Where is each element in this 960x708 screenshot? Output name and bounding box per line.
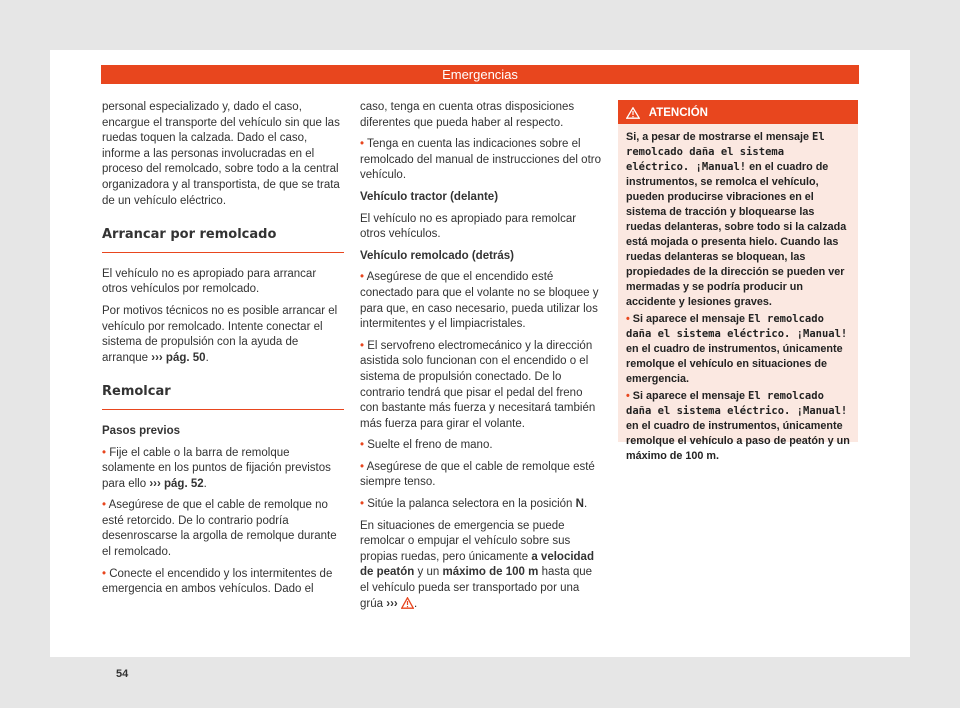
warning-paragraph: Si, a pesar de mostrarse el mensaje El remolcado daña el sistema eléctrico. ¡Manual! en el cuadro de instrumentos, se remolca el vehículo, pueden producirse vibraciones en el sistema de tracción y bloquearse las ruedas delanteras, sobre todo si la calzada está mojada o presenta hielo. Cuando las ruedas delanteras se bloquean, las propiedades de la dirección se pueden ver mermadas y se podría producir un accidente y lesiones graves. (626, 131, 847, 308)
bullet-icon: • (360, 498, 365, 511)
list-item: • Asegúrese de que el cable de remolque esté siempre tenso. (360, 460, 595, 489)
bullet-icon: • (360, 271, 365, 284)
paragraph: El vehículo no es apropiado para arrancar otros vehículos por remolcado. (102, 267, 317, 296)
column-left (102, 100, 344, 604)
warning-icon (626, 107, 640, 119)
section-title: Emergencias (442, 67, 518, 82)
warning-body (618, 124, 858, 472)
display-message: El remolcado daña el sistema eléctrico. ¡Manual! (626, 313, 848, 340)
warning-reference-link[interactable]: ››› (386, 597, 398, 610)
list-item: • Suelte el freno de mano. (360, 439, 493, 452)
page-reference-link[interactable]: ››› pág. 52 (149, 477, 204, 490)
list-item: • Asegúrese de que el encendido esté conectado para que el volante no se bloquee y para que, en caso necesario, pueda utilizar los intermitentes y el limpiacristales. (360, 271, 599, 331)
list-item: • Sitúe la palanca selectora en la posición N. (360, 498, 588, 511)
bullet-icon: • (102, 499, 107, 512)
display-message: El remolcado daña el sistema eléctrico. ¡Manual! (626, 390, 848, 417)
list-item: • Fije el cable o la barra de remolque solamente en los puntos de fijación previstos para ello ››› pág. 52. (102, 446, 331, 490)
paragraph: caso, tenga en cuenta otras disposiciones diferentes que pueda haber al respecto. (360, 101, 575, 129)
page (50, 50, 910, 680)
intro-paragraph: personal especializado y, dado el caso, encargue el transporte del vehículo sin que las ruedas toquen la calzada. Dado el caso, informe a las personas involucradas en el proceso del remolcado, sobre todo a la central organizadora y al transportista, de que se trata de un vehículo eléctrico. (102, 101, 340, 207)
heading-remolcar: Remolcar (102, 380, 344, 410)
list-item: • Asegúrese de que el cable de remolque no esté retorcido. De lo contrario podría desenroscarse la argolla de remolque durante el remolcado. (102, 499, 337, 559)
paragraph: En situaciones de emergencia se puede remolcar o empujar el vehículo sobre sus propias ruedas, pero únicamente a velocidad de peatón y un máximo de 100 m hasta que el vehículo pueda ser transportado por una grúa ››› . (360, 519, 594, 610)
bullet-icon: • (102, 446, 107, 459)
bullet-icon: • (360, 339, 365, 352)
warning-list-item: • Si aparece el mensaje El remolcado daña el sistema eléctrico. ¡Manual! en el cuadro de instrumentos, únicamente remolque el vehículo a paso de peatón y un máximo de 100 m. (626, 390, 850, 462)
list-item: • Tenga en cuenta las indicaciones sobre el remolcado del manual de instrucciones del otro vehículo. (360, 138, 601, 182)
warning-box (618, 100, 858, 462)
list-item: • Conecte el encendido y los intermitentes de emergencia en ambos vehículos. Dado el (102, 567, 333, 596)
display-message: El remolcado daña el sistema eléctrico. ¡Manual! (626, 131, 825, 173)
page-number: 54 (116, 668, 129, 680)
bullet-icon: • (360, 460, 365, 473)
bullet-icon: • (360, 439, 365, 452)
bullet-icon: • (102, 567, 107, 580)
bullet-icon: • (360, 138, 365, 151)
subheading-pasos: Pasos previos (102, 424, 180, 437)
bullet-icon: • (626, 313, 630, 325)
warning-list-item: • Si aparece el mensaje El remolcado daña el sistema eléctrico. ¡Manual! en el cuadro de instrumentos, únicamente remolque el vehículo en situaciones de emergencia. (626, 313, 848, 385)
warning-header (618, 102, 858, 124)
bullet-icon: • (626, 390, 630, 402)
list-item: • El servofreno electromecánico y la dirección asistida solo funcionan con el encendido o el sistema de propulsión conectado. De lo contrario tendrá que pisar el pedal del freno con bastante más fuerza y necesitará también más fuerza para girar el volante. (360, 339, 596, 430)
heading-arrancar: Arrancar por remolcado (102, 223, 344, 253)
section-header (101, 65, 859, 84)
warning-icon (401, 597, 414, 609)
warning-title: ATENCIÓN (648, 107, 708, 119)
paragraph: El vehículo no es apropiado para remolcar otros vehículos. (360, 212, 577, 241)
subheading-remolcado: Vehículo remolcado (detrás) (360, 249, 515, 262)
paragraph: Por motivos técnicos no es posible arrancar el vehículo por remolcado. Intente conectar el sistema de propulsión con la ayuda de arranque ››› pág. 50. (102, 304, 338, 364)
page-reference-link[interactable]: ››› pág. 50 (151, 351, 206, 364)
subheading-tractor: Vehículo tractor (delante) (360, 190, 499, 203)
column-middle (360, 100, 602, 618)
